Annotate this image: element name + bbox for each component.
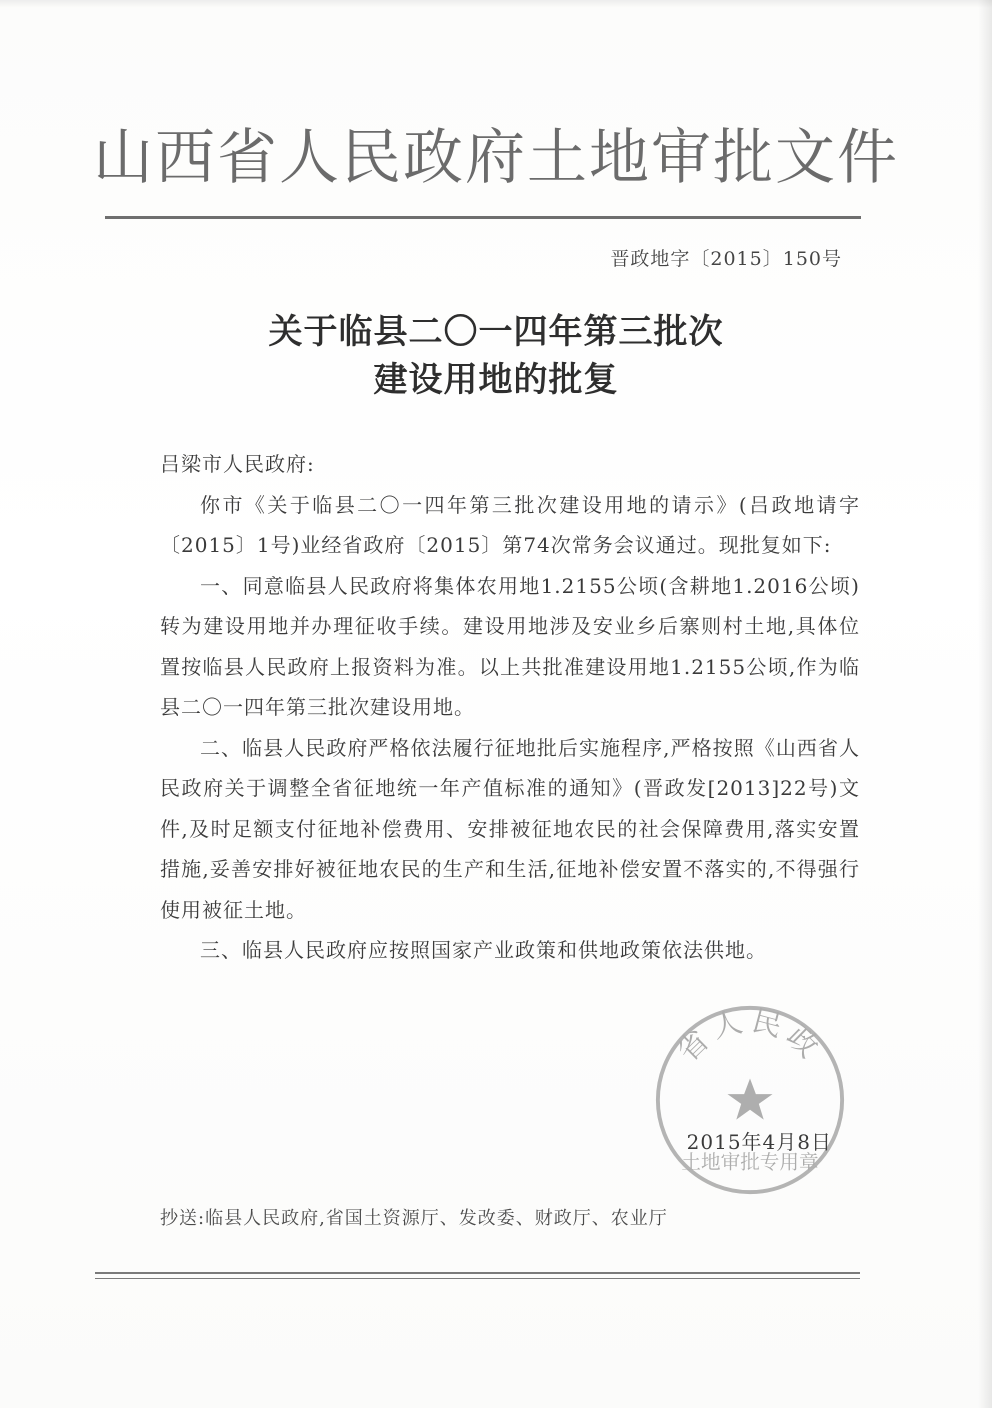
footer-rule-top <box>95 1272 860 1274</box>
body-paragraph-1: 你市《关于临县二〇一四年第三批次建设用地的请示》(吕政地请字〔2015〕1号)业经省政府〔2015〕第74次常务会议通过。现批复如下: <box>160 492 860 557</box>
cc-line: 抄送:临县人民政府,省国土资源厅、发改委、财政厅、农业厅 <box>160 1208 668 1229</box>
body-paragraph-3: 二、临县人民政府严格依法履行征地批后实施程序,严格按照《山西省人民政府关于调整全省征地统一年产值标准的通知》(晋政发[2013]22号)文件,及时足额支付征地补偿费用、安排被征地农民的社会保障费用,落实安置措施,妥善安排好被征地农民的生产和生活,征地补偿安置不落实的,不得强行使用被征土地。 <box>160 735 860 922</box>
scan-edge-shadow <box>978 0 992 1408</box>
scan-top-shadow <box>0 0 992 8</box>
seal-bottom-text: 土地审批专用章 <box>681 1150 819 1174</box>
footer-rule-bottom <box>95 1278 860 1279</box>
signature-date: 2015年4月8日 <box>686 1130 832 1154</box>
masthead-rule <box>105 216 861 219</box>
salutation: 吕梁市人民政府: <box>160 452 315 476</box>
masthead-title: 山西省人民政府土地审批文件 <box>93 123 899 193</box>
body-paragraph-4: 三、临县人民政府应按照国家产业政策和供地政策依法供地。 <box>200 938 767 962</box>
body-paragraph-2: 一、同意临县人民政府将集体农用地1.2155公顷(含耕地1.2016公顷)转为建设用地并办理征收手续。建设用地涉及安业乡后寨则村土地,具体位置按临县人民政府上报资料为准。以上共批准建设用地1.2155公顷,作为临县二〇一四年第三批次建设用地。 <box>160 573 860 719</box>
seal-star-icon <box>727 1078 772 1119</box>
official-seal <box>652 1002 848 1198</box>
title-line-1: 关于临县二〇一四年第三批次 <box>268 312 724 352</box>
document-body <box>160 444 860 971</box>
document-title <box>0 308 992 404</box>
seal-arc-text: 省人民政 <box>670 1003 830 1069</box>
title-line-2: 建设用地的批复 <box>373 360 619 400</box>
document-number: 晋政地字〔2015〕150号 <box>610 248 842 270</box>
